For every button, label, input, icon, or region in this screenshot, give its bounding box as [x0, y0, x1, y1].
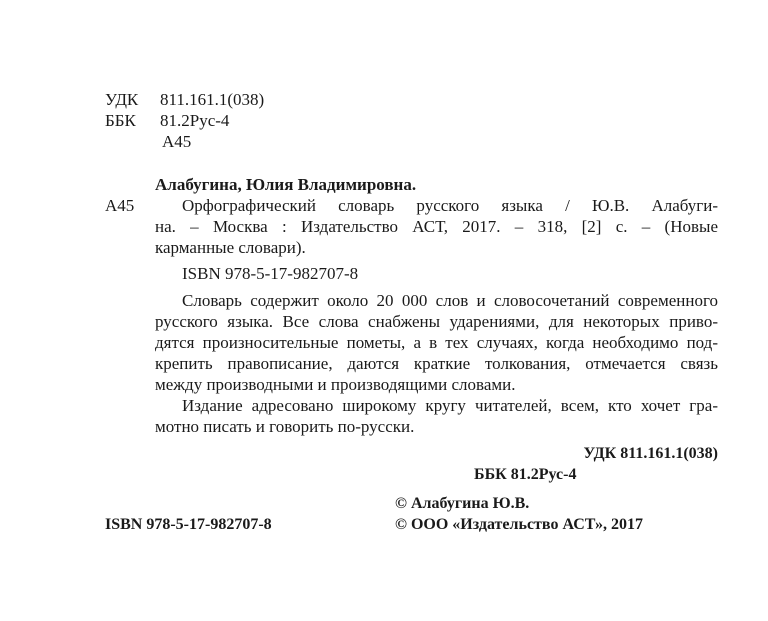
udk-label: УДК — [105, 90, 139, 109]
annotation-line: Словарь содержит около 20 000 слов и словосочетаний современного — [182, 291, 718, 310]
entry-description-line: на. – Москва : Издательство АСТ, 2017. – 318, [2] с. – (Новые — [155, 217, 718, 236]
entry-author: Алабугина, Юлия Владимировна. — [155, 175, 417, 194]
entry-description-line: Орфографический словарь русского языка / Ю.В. Алабуги- — [182, 196, 718, 215]
author-mark: А45 — [162, 132, 192, 151]
bbk-value: 81.2Рус-4 — [160, 111, 230, 130]
annotation-line: крепить правописание, даются краткие толкования, отмечается связь — [155, 354, 718, 373]
classification-bbk: ББК 81.2Рус-4 — [474, 466, 577, 483]
entry-isbn: ISBN 978-5-17-982707-8 — [182, 264, 359, 283]
annotation-line: дятся произносительные пометы, а в тех случаях, когда необходимо под- — [155, 333, 718, 352]
footer-isbn: ISBN 978-5-17-982707-8 — [105, 516, 272, 533]
entry-author-mark: А45 — [105, 196, 135, 215]
copyright-publisher: © ООО «Издательство АСТ», 2017 — [395, 516, 644, 533]
udk-value: 811.161.1(038) — [160, 90, 265, 109]
classification-udk: УДК 811.161.1(038) — [583, 445, 718, 462]
copyright-author: © Алабугина Ю.В. — [395, 495, 530, 512]
annotation-line: между производными и производящими словами. — [155, 375, 516, 394]
annotation-line: мотно писать и говорить по-русски. — [155, 417, 415, 436]
annotation-line: Издание адресовано широкому кругу читателей, всем, кто хочет гра- — [182, 396, 718, 415]
annotation-line: русского языка. Все слова снабжены ударениями, для некоторых приво- — [155, 312, 718, 331]
bbk-label: ББК — [105, 111, 136, 130]
entry-description-line: карманные словари). — [155, 238, 306, 257]
